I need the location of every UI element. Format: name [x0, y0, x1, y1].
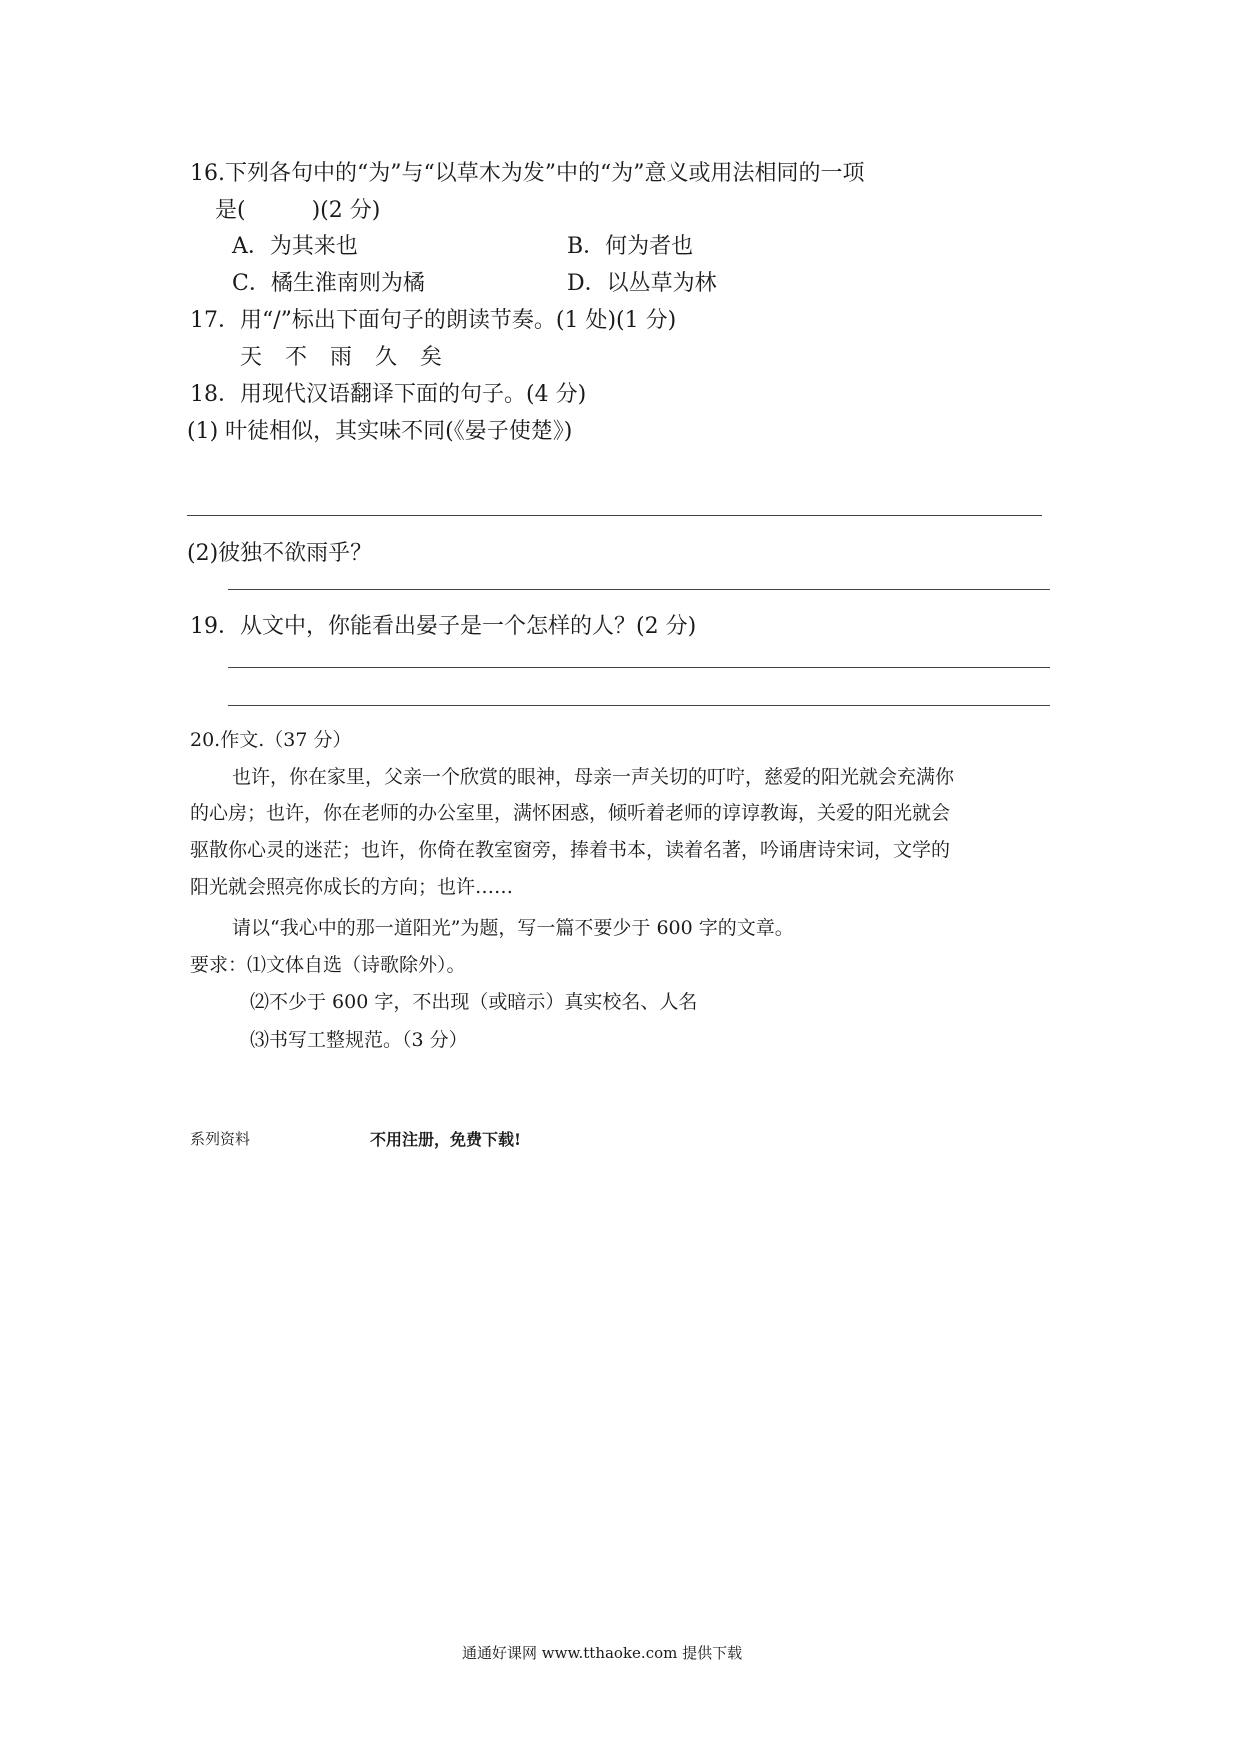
q16-stem-line1: 16.下列各句中的“为”与“以草木为发”中的“为”意义或用法相同的一项 — [190, 161, 865, 186]
q20-para-line-4: 阳光就会照亮你成长的方向；也许…… — [190, 876, 514, 898]
q18-answer-line-1[interactable] — [187, 515, 1042, 516]
q20-requirement-3: ⑶书写工整规范。（3 分） — [250, 1029, 468, 1051]
q20-para-line-3: 驱散你心灵的迷茫；也许，你倚在教室窗旁，捧着书本，读着名著，吟诵唐诗宋词，文学的 — [190, 839, 951, 861]
q16-stem-line2: 是( )(2 分) — [215, 198, 381, 223]
q20-requirement-1: 要求：⑴文体自选（诗歌除外）。 — [190, 954, 466, 976]
q18-item-1: (1) 叶徒相似，其实味不同(《晏子使楚》) — [187, 419, 573, 444]
q20-para-line-2: 的心房；也许，你在老师的办公室里，满怀困惑，倾听着老师的谆谆教诲，关爱的阳光就会 — [190, 802, 951, 824]
q20-stem: 20.作文.（37 分） — [190, 729, 352, 751]
footer-free-download: 不用注册，免费下载! — [370, 1130, 522, 1149]
q16-option-b: B．何为者也 — [567, 234, 694, 259]
footer-site-link[interactable]: 通通好课网 www.tthaoke.com 提供下载 — [462, 1644, 743, 1662]
q19-answer-line-1[interactable] — [228, 667, 1050, 668]
q19-answer-line-2[interactable] — [228, 705, 1050, 706]
footer-series-label: 系列资料 — [190, 1130, 251, 1148]
q20-para-line-1: 也许，你在家里，父亲一个欣赏的眼神，母亲一声关切的叮咛，慈爱的阳光就会充满你 — [232, 766, 955, 788]
q16-option-d: D．以丛草为林 — [567, 271, 717, 296]
q16-option-a: A．为其来也 — [232, 234, 358, 259]
q18-item-2: (2)彼独不欲雨乎？ — [187, 541, 373, 566]
q17-sentence: 天 不 雨 久 矣 — [240, 345, 450, 370]
q20-prompt: 请以“我心中的那一道阳光”为题，写一篇不要少于 600 字的文章。 — [232, 917, 794, 939]
q18-answer-line-2[interactable] — [228, 589, 1050, 590]
q19-stem: 19．从文中，你能看出晏子是一个怎样的人？(2 分) — [190, 614, 697, 639]
q17-stem: 17．用“/”标出下面句子的朗读节奏。(1 处)(1 分) — [190, 308, 677, 333]
q18-stem: 18．用现代汉语翻译下面的句子。(4 分) — [190, 382, 587, 407]
q16-option-c: C．橘生淮南则为橘 — [232, 271, 425, 296]
q20-requirement-2: ⑵不少于 600 字，不出现（或暗示）真实校名、人名 — [250, 991, 698, 1013]
